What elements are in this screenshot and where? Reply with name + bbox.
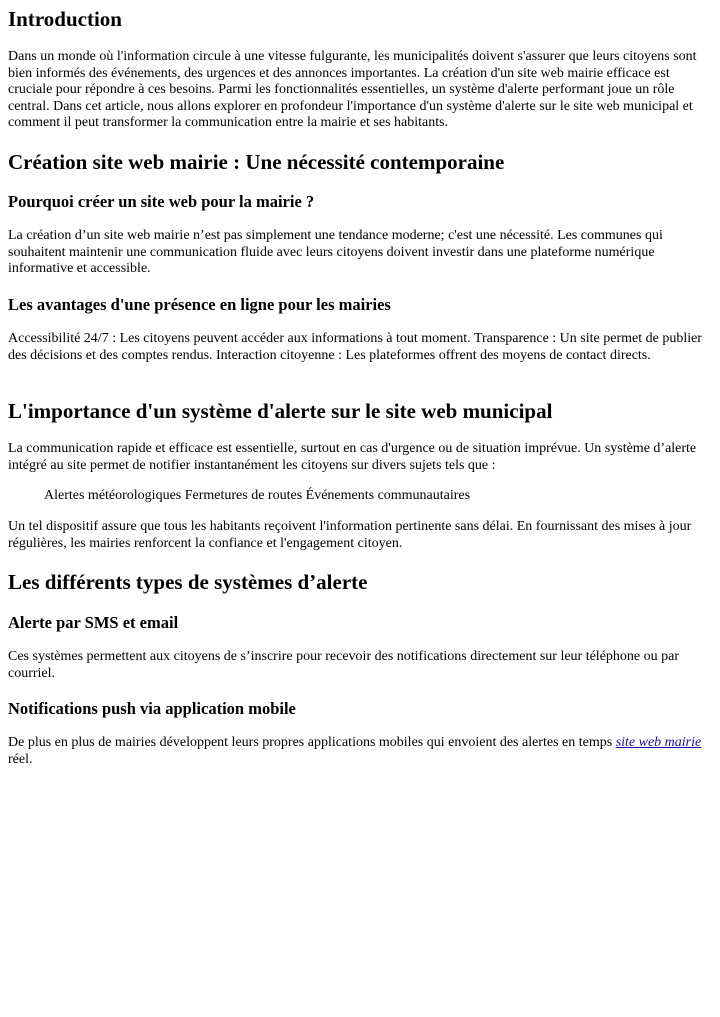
heading-types: Les différents types de systèmes d’alerte xyxy=(8,570,368,594)
site-web-mairie-link[interactable]: site web mairie xyxy=(615,735,702,750)
paragraph-sms: Ces systèmes permettent aux citoyens de s’inscrire pour recevoir des notifications directement sur leur téléphone ou par courriel. xyxy=(8,649,680,681)
heading-sms: Alerte par SMS et email xyxy=(8,613,179,632)
heading-push: Notifications push via application mobile xyxy=(8,699,296,718)
paragraph-push xyxy=(8,735,712,768)
paragraph-introduction: Dans un monde où l'information circule à une vitesse fulgurante, les municipalités doivent s'assurer que leurs citoyens sont bien informés des événements, des urgences et des annonces importantes. La création d'un site web mairie efficace est cruciale pour répondre à ces besoins. Parmi les fonctionnalités essentielles, un système d'alerte performant joue un rôle central. Dans cet article, nous allons explorer en profondeur l'importance d'un système d'alerte sur le site web municipal et comment il peut transformer la communication entre la mairie et ses habitants. xyxy=(8,49,697,130)
paragraph-importance-2: Un tel dispositif assure que tous les habitants reçoivent l'information pertinente sans délai. En fournissant des mises à jour régulières, les mairies renforcent la confiance et l'engagement citoyen. xyxy=(8,519,692,551)
paragraph-avantages: Accessibilité 24/7 : Les citoyens peuvent accéder aux informations à tout moment. Transparence : Un site permet de publier des décisions et des comptes rendus. Interaction citoyenne : Les plateformes offrent des moyens de contact directs. xyxy=(8,331,702,363)
heading-introduction: Introduction xyxy=(8,7,122,31)
heading-importance: L'importance d'un système d'alerte sur le site web municipal xyxy=(8,399,553,423)
paragraph-push-text-end: réel. xyxy=(8,751,33,767)
heading-avantages: Les avantages d'une présence en ligne pour les mairies xyxy=(8,295,391,314)
paragraph-push-text: De plus en plus de mairies développent leurs propres applications mobiles qui envoient des alertes en temps xyxy=(8,735,616,750)
heading-pourquoi: Pourquoi créer un site web pour la mairie ? xyxy=(8,192,315,211)
heading-creation: Création site web mairie : Une nécessité contemporaine xyxy=(8,150,505,174)
paragraph-pourquoi: La création d’un site web mairie n’est pas simplement une tendance moderne; c'est une nécessité. Les communes qui souhaitent maintenir une communication fluide avec leurs citoyens doivent investir dans une plateforme numérique informative et accessible. xyxy=(8,228,663,276)
alert-types-list: Alertes météorologiques Fermetures de routes Événements communautaires xyxy=(44,488,471,503)
paragraph-importance: La communication rapide et efficace est essentielle, surtout en cas d'urgence ou de situation imprévue. Un système d’alerte intégré au site permet de notifier instantanément les citoyens sur divers sujets tels que : xyxy=(8,441,697,473)
